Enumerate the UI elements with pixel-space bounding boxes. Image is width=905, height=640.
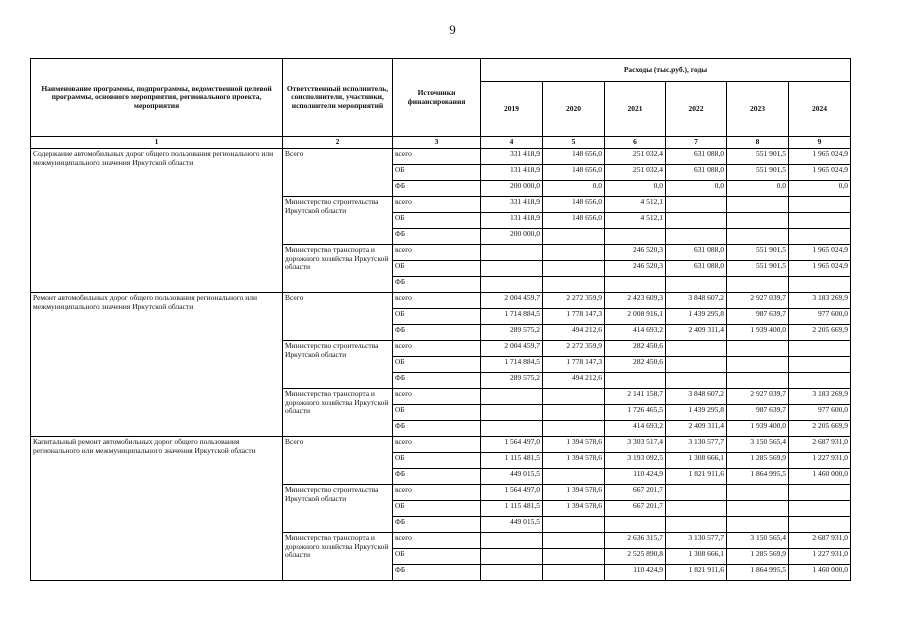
expense-value: 631 088,0 xyxy=(666,261,727,277)
expense-value: 251 032,4 xyxy=(605,165,666,181)
expense-value: 0,0 xyxy=(605,181,666,197)
expense-value: 3 183 269,9 xyxy=(789,389,851,405)
expense-value: 987 639,7 xyxy=(727,309,789,325)
expense-value: 449 015,5 xyxy=(481,469,543,485)
column-number: 8 xyxy=(727,137,789,149)
expense-value: 2 636 315,7 xyxy=(605,533,666,549)
expense-value: 3 848 607,2 xyxy=(666,293,727,309)
expense-value: 2 409 311,4 xyxy=(666,325,727,341)
funding-source: ФБ xyxy=(393,469,481,485)
expense-value xyxy=(481,277,543,293)
expense-value xyxy=(666,197,727,213)
expense-value: 1 115 481,5 xyxy=(481,453,543,469)
expense-value: 148 656,0 xyxy=(543,213,605,229)
expense-value: 551 901,5 xyxy=(727,261,789,277)
expense-value: 131 418,9 xyxy=(481,213,543,229)
expense-value: 551 901,5 xyxy=(727,149,789,165)
measure-title: Капитальный ремонт автомобильных дорог общего пользования регионального или межмуниципального значения Иркутской области xyxy=(31,437,283,581)
expense-value xyxy=(543,277,605,293)
responsible-executor: Всего xyxy=(283,293,393,341)
column-number: 3 xyxy=(393,137,481,149)
expense-value: 1 308 666,1 xyxy=(666,453,727,469)
expense-value xyxy=(481,245,543,261)
expense-value: 1 965 024,9 xyxy=(789,165,851,181)
expense-value xyxy=(727,229,789,245)
expense-value xyxy=(666,501,727,517)
expense-value: 1 439 295,8 xyxy=(666,309,727,325)
header-expenses: Расходы (тыс.руб.), годы xyxy=(481,59,851,82)
expense-value: 331 418,9 xyxy=(481,149,543,165)
expense-value: 0,0 xyxy=(727,181,789,197)
expense-value: 331 418,9 xyxy=(481,197,543,213)
funding-source: всего xyxy=(393,485,481,501)
expense-value: 3 130 577,7 xyxy=(666,533,727,549)
expense-value xyxy=(605,277,666,293)
expense-value xyxy=(481,533,543,549)
expense-value xyxy=(789,197,851,213)
expense-value: 1 227 931,0 xyxy=(789,453,851,469)
funding-source: ОБ xyxy=(393,213,481,229)
expense-value: 148 656,0 xyxy=(543,149,605,165)
expense-value xyxy=(543,421,605,437)
responsible-executor: Министерство транспорта и дорожного хозяйства Иркутской области xyxy=(283,245,393,293)
funding-source: ФБ xyxy=(393,277,481,293)
expense-value: 2 687 931,0 xyxy=(789,437,851,453)
expense-value: 2 525 890,8 xyxy=(605,549,666,565)
expense-value xyxy=(666,229,727,245)
table-row xyxy=(31,293,851,309)
expense-value: 1 285 569,9 xyxy=(727,453,789,469)
expense-value: 2 004 459,7 xyxy=(481,293,543,309)
expense-value xyxy=(789,485,851,501)
expense-value: 1 439 295,8 xyxy=(666,405,727,421)
expense-value xyxy=(605,373,666,389)
expense-value xyxy=(727,373,789,389)
expense-value: 2 004 459,7 xyxy=(481,341,543,357)
responsible-executor: Министерство строительства Иркутской области xyxy=(283,485,393,533)
funding-source: ФБ xyxy=(393,565,481,581)
header-source-column: Источники финансирования xyxy=(393,59,481,137)
expense-value: 246 520,3 xyxy=(605,261,666,277)
expense-value: 1 394 578,6 xyxy=(543,501,605,517)
expense-value: 494 212,6 xyxy=(543,325,605,341)
header-year: 2019 xyxy=(481,82,543,137)
budget-table xyxy=(30,58,851,581)
expense-value xyxy=(727,357,789,373)
column-number: 6 xyxy=(605,137,666,149)
expense-value: 3 150 565,4 xyxy=(727,533,789,549)
funding-source: ОБ xyxy=(393,453,481,469)
expense-value: 0,0 xyxy=(666,181,727,197)
measure-title: Ремонт автомобильных дорог общего пользования регионального или межмуниципального значения Иркутской области xyxy=(31,293,283,437)
funding-source: всего xyxy=(393,389,481,405)
responsible-executor: Всего xyxy=(283,437,393,485)
expense-value: 1 939 400,0 xyxy=(727,421,789,437)
expense-value: 414 693,2 xyxy=(605,325,666,341)
expense-value: 977 600,0 xyxy=(789,405,851,421)
measure-title: Содержание автомобильных дорог общего пользования регионального или межмуниципального значения Иркутской области xyxy=(31,149,283,293)
funding-source: ФБ xyxy=(393,517,481,533)
expense-value: 2 008 916,1 xyxy=(605,309,666,325)
expense-value xyxy=(543,549,605,565)
expense-value xyxy=(789,213,851,229)
expense-value: 4 512,1 xyxy=(605,213,666,229)
expense-value: 3 150 565,4 xyxy=(727,437,789,453)
expense-value: 2 927 039,7 xyxy=(727,293,789,309)
expense-value xyxy=(481,261,543,277)
expense-value: 1 115 481,5 xyxy=(481,501,543,517)
header-name-column: Наименование программы, подпрограммы, ведомственной целевой программы, основного мероприятия, регионального проекта, мероприятия xyxy=(31,59,283,137)
table-row xyxy=(31,437,851,453)
header-year: 2022 xyxy=(666,82,727,137)
expense-value xyxy=(481,389,543,405)
expense-value xyxy=(666,341,727,357)
expense-value xyxy=(666,373,727,389)
expense-value: 2 205 669,9 xyxy=(789,325,851,341)
expense-value: 631 088,0 xyxy=(666,149,727,165)
expense-value: 667 201,7 xyxy=(605,501,666,517)
expense-value: 977 600,0 xyxy=(789,309,851,325)
expense-value xyxy=(727,517,789,533)
expense-value: 3 193 092,5 xyxy=(605,453,666,469)
expense-value: 987 639,7 xyxy=(727,405,789,421)
expense-value: 251 032,4 xyxy=(605,149,666,165)
expense-value xyxy=(481,549,543,565)
column-number: 2 xyxy=(283,137,393,149)
expense-value: 289 575,2 xyxy=(481,325,543,341)
expense-value xyxy=(605,517,666,533)
expense-value: 1 564 497,0 xyxy=(481,437,543,453)
expense-value: 1 714 884,5 xyxy=(481,357,543,373)
expense-value xyxy=(543,565,605,581)
expense-value xyxy=(543,245,605,261)
expense-value xyxy=(481,565,543,581)
expense-value: 1 227 931,0 xyxy=(789,549,851,565)
funding-source: всего xyxy=(393,293,481,309)
header-year: 2024 xyxy=(789,82,851,137)
column-number: 1 xyxy=(31,137,283,149)
column-number: 7 xyxy=(666,137,727,149)
expense-value: 148 656,0 xyxy=(543,165,605,181)
expense-value xyxy=(727,197,789,213)
expense-value xyxy=(727,485,789,501)
expense-value: 1 460 000,0 xyxy=(789,469,851,485)
expense-value: 1 394 578,6 xyxy=(543,453,605,469)
expense-value xyxy=(543,469,605,485)
page-number: 9 xyxy=(449,22,456,37)
column-number: 9 xyxy=(789,137,851,149)
expense-value xyxy=(666,277,727,293)
expense-value: 1 821 911,6 xyxy=(666,469,727,485)
funding-source: всего xyxy=(393,437,481,453)
expense-value: 2 272 359,9 xyxy=(543,293,605,309)
expense-value: 494 212,6 xyxy=(543,373,605,389)
expense-value: 3 848 607,2 xyxy=(666,389,727,405)
column-numbers-row xyxy=(31,137,851,149)
expense-value: 1 821 911,6 xyxy=(666,565,727,581)
expense-value xyxy=(666,517,727,533)
expense-value: 1 939 400,0 xyxy=(727,325,789,341)
expense-value xyxy=(789,373,851,389)
funding-source: ФБ xyxy=(393,325,481,341)
expense-value: 667 201,7 xyxy=(605,485,666,501)
expense-value: 4 512,1 xyxy=(605,197,666,213)
expense-value xyxy=(666,485,727,501)
expense-value: 2 205 669,9 xyxy=(789,421,851,437)
expense-value xyxy=(543,229,605,245)
expense-value: 449 015,5 xyxy=(481,517,543,533)
funding-source: всего xyxy=(393,533,481,549)
funding-source: всего xyxy=(393,341,481,357)
responsible-executor: Министерство транспорта и дорожного хозяйства Иркутской области xyxy=(283,533,393,581)
expense-value: 110 424,9 xyxy=(605,469,666,485)
funding-source: ФБ xyxy=(393,373,481,389)
expense-value: 1 864 995,5 xyxy=(727,469,789,485)
expense-value xyxy=(543,405,605,421)
funding-source: ОБ xyxy=(393,357,481,373)
expense-value: 2 927 039,7 xyxy=(727,389,789,405)
expense-value: 131 418,9 xyxy=(481,165,543,181)
table-row xyxy=(31,149,851,165)
expense-value: 1 965 024,9 xyxy=(789,149,851,165)
expense-value: 282 450,6 xyxy=(605,357,666,373)
expense-value xyxy=(727,277,789,293)
funding-source: ОБ xyxy=(393,165,481,181)
expense-value xyxy=(666,213,727,229)
responsible-executor: Министерство строительства Иркутской области xyxy=(283,341,393,389)
expense-value: 551 901,5 xyxy=(727,245,789,261)
table-body xyxy=(31,149,851,581)
expense-value: 2 423 609,3 xyxy=(605,293,666,309)
expense-value xyxy=(727,213,789,229)
expense-value xyxy=(481,405,543,421)
expense-value: 1 394 578,6 xyxy=(543,437,605,453)
expense-value: 282 450,6 xyxy=(605,341,666,357)
expense-value xyxy=(789,229,851,245)
expense-value: 1 460 000,0 xyxy=(789,565,851,581)
expense-value: 3 183 269,9 xyxy=(789,293,851,309)
funding-source: ОБ xyxy=(393,309,481,325)
expense-value: 631 088,0 xyxy=(666,245,727,261)
expense-value: 2 272 359,9 xyxy=(543,341,605,357)
expense-value xyxy=(543,533,605,549)
header-responsible-column: Ответственный исполнитель, соисполнители, участники, исполнители мероприятий xyxy=(283,59,393,137)
expense-value xyxy=(481,421,543,437)
expense-value xyxy=(605,229,666,245)
expense-value: 1 394 578,6 xyxy=(543,485,605,501)
expense-value: 2 141 158,7 xyxy=(605,389,666,405)
header-year: 2020 xyxy=(543,82,605,137)
expense-value: 1 714 884,5 xyxy=(481,309,543,325)
expense-value xyxy=(789,341,851,357)
expense-value xyxy=(789,517,851,533)
funding-source: всего xyxy=(393,149,481,165)
expense-value: 1 965 024,9 xyxy=(789,245,851,261)
responsible-executor: Министерство строительства Иркутской области xyxy=(283,197,393,245)
responsible-executor: Всего xyxy=(283,149,393,197)
expense-value: 289 575,2 xyxy=(481,373,543,389)
expense-value: 200 000,0 xyxy=(481,181,543,197)
funding-source: ФБ xyxy=(393,421,481,437)
funding-source: всего xyxy=(393,245,481,261)
expense-value: 1 726 465,5 xyxy=(605,405,666,421)
expense-value: 148 656,0 xyxy=(543,197,605,213)
expense-value xyxy=(543,261,605,277)
expense-value: 110 424,9 xyxy=(605,565,666,581)
expense-value: 1 308 666,1 xyxy=(666,549,727,565)
expense-value: 246 520,3 xyxy=(605,245,666,261)
expense-value xyxy=(727,501,789,517)
expense-value xyxy=(543,389,605,405)
column-number: 5 xyxy=(543,137,605,149)
expense-value: 2 409 311,4 xyxy=(666,421,727,437)
expense-value: 1 285 569,9 xyxy=(727,549,789,565)
funding-source: ОБ xyxy=(393,261,481,277)
funding-source: ОБ xyxy=(393,549,481,565)
expense-value xyxy=(727,341,789,357)
funding-source: всего xyxy=(393,197,481,213)
expense-value: 414 693,2 xyxy=(605,421,666,437)
expense-value: 1 864 995,5 xyxy=(727,565,789,581)
expense-value: 1 778 147,3 xyxy=(543,357,605,373)
funding-source: ОБ xyxy=(393,501,481,517)
expense-value: 2 687 931,0 xyxy=(789,533,851,549)
funding-source: ФБ xyxy=(393,229,481,245)
expense-value xyxy=(666,357,727,373)
expense-value xyxy=(789,277,851,293)
funding-source: ФБ xyxy=(393,181,481,197)
header-year: 2021 xyxy=(605,82,666,137)
expense-value: 3 303 517,4 xyxy=(605,437,666,453)
expense-value: 631 088,0 xyxy=(666,165,727,181)
expense-value: 1 564 497,0 xyxy=(481,485,543,501)
header-year: 2023 xyxy=(727,82,789,137)
expense-value xyxy=(543,517,605,533)
expense-value: 1 778 147,3 xyxy=(543,309,605,325)
responsible-executor: Министерство транспорта и дорожного хозяйства Иркутской области xyxy=(283,389,393,437)
expense-value: 0,0 xyxy=(543,181,605,197)
expense-value: 551 901,5 xyxy=(727,165,789,181)
expense-value: 1 965 024,9 xyxy=(789,261,851,277)
expense-value: 0,0 xyxy=(789,181,851,197)
expense-value: 3 130 577,7 xyxy=(666,437,727,453)
expense-value xyxy=(789,357,851,373)
expense-value xyxy=(789,501,851,517)
expense-value: 200 000,0 xyxy=(481,229,543,245)
funding-source: ОБ xyxy=(393,405,481,421)
column-number: 4 xyxy=(481,137,543,149)
